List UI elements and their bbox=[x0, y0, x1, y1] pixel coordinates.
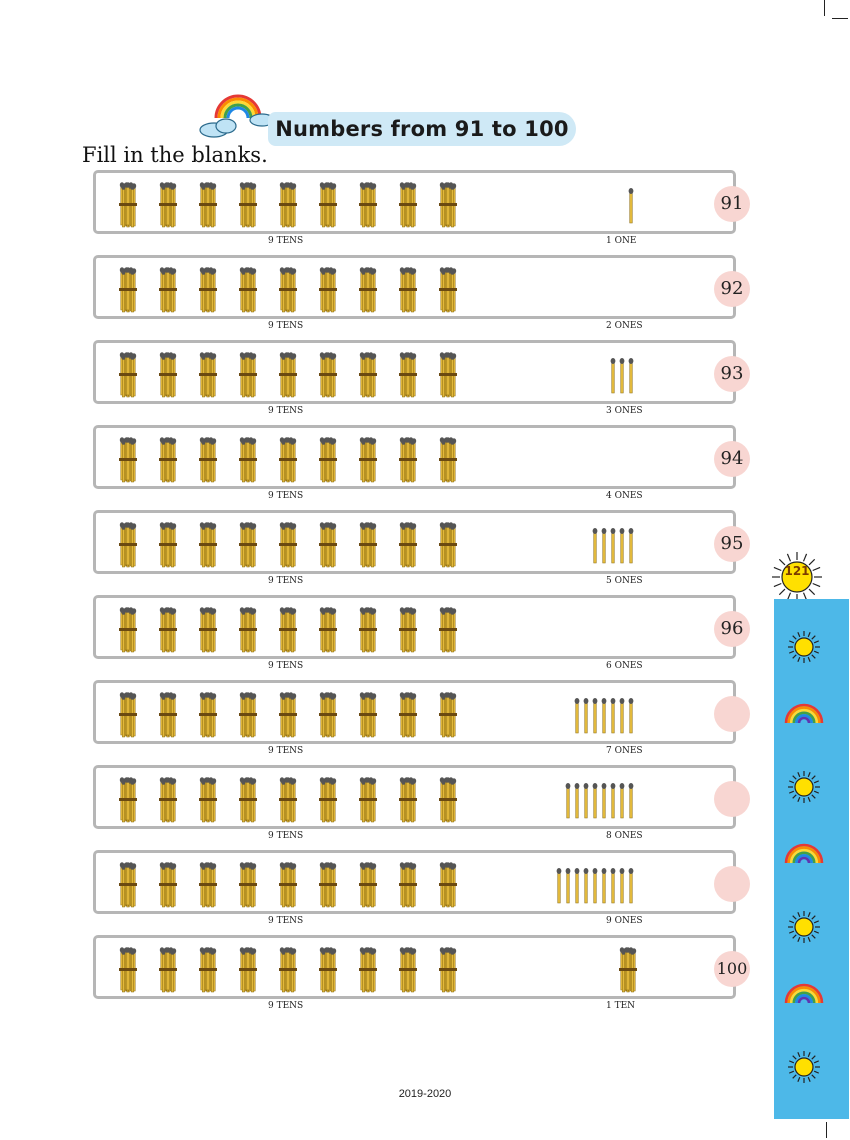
answer-badge[interactable] bbox=[714, 866, 750, 902]
exercise-row bbox=[93, 595, 744, 671]
ones-sticks bbox=[555, 867, 642, 907]
one-ten-bundle bbox=[614, 944, 644, 996]
page-title: Numbers from 91 to 100 bbox=[275, 117, 569, 141]
rainbow-cloud-icon bbox=[198, 88, 278, 140]
crop-mark bbox=[832, 18, 848, 19]
tens-bundles bbox=[116, 859, 476, 911]
ones-sticks bbox=[627, 187, 642, 227]
sun-icon bbox=[782, 627, 826, 667]
answer-badge: 100 bbox=[714, 951, 750, 987]
exercise-row bbox=[93, 765, 736, 841]
tens-label: 9 TENS bbox=[268, 236, 304, 246]
tens-label: 9 TENS bbox=[268, 661, 304, 671]
tens-label: 9 TENS bbox=[268, 916, 304, 926]
tens-label: 9 TENS bbox=[268, 746, 304, 756]
rainbow-icon bbox=[782, 977, 826, 1017]
tens-label: 9 TENS bbox=[268, 831, 304, 841]
ones-sticks bbox=[609, 357, 642, 397]
exercise-row bbox=[93, 170, 744, 246]
crop-mark bbox=[826, 1122, 827, 1138]
ones-label: 8 ONES bbox=[606, 831, 643, 841]
answer-badge[interactable] bbox=[714, 781, 750, 817]
answer-badge: 94 bbox=[714, 441, 750, 477]
crop-mark bbox=[824, 0, 825, 16]
tens-bundles bbox=[116, 264, 476, 316]
exercise-row bbox=[93, 850, 736, 926]
ones-sticks bbox=[564, 782, 642, 822]
rainbow-icon bbox=[782, 837, 826, 877]
side-decoration-strip bbox=[774, 599, 849, 1119]
ones-label: 6 ONES bbox=[606, 661, 643, 671]
tens-label: 9 TENS bbox=[268, 321, 304, 331]
sun-icon bbox=[782, 1047, 826, 1087]
tens-bundles bbox=[116, 689, 476, 741]
instruction-text: Fill in the blanks. bbox=[82, 143, 268, 167]
tens-bundles bbox=[116, 774, 476, 826]
sun-icon bbox=[782, 767, 826, 807]
tens-bundles bbox=[116, 944, 476, 996]
answer-badge: 93 bbox=[714, 356, 750, 392]
exercise-row bbox=[93, 340, 744, 416]
footer-year: 2019-2020 bbox=[398, 1088, 452, 1100]
ones-sticks bbox=[573, 697, 642, 737]
tens-label: 9 TENS bbox=[268, 576, 304, 586]
rainbow-icon bbox=[782, 697, 826, 737]
exercise-row bbox=[93, 935, 748, 1011]
tens-label: 9 TENS bbox=[268, 1001, 304, 1011]
tens-bundles bbox=[116, 434, 476, 486]
ones-label: 1 ONE bbox=[606, 236, 637, 246]
tens-bundles bbox=[116, 349, 476, 401]
exercise-row bbox=[93, 680, 736, 756]
answer-badge: 96 bbox=[714, 611, 750, 647]
ones-label: 4 ONES bbox=[606, 491, 643, 501]
answer-badge[interactable] bbox=[714, 696, 750, 732]
tens-label: 9 TENS bbox=[268, 491, 304, 501]
ones-sticks bbox=[591, 527, 642, 567]
exercise-row bbox=[93, 425, 744, 501]
ones-label: 9 ONES bbox=[606, 916, 643, 926]
exercise-row bbox=[93, 510, 744, 586]
answer-badge: 92 bbox=[714, 271, 750, 307]
tens-bundles bbox=[116, 179, 476, 231]
title-banner bbox=[268, 112, 576, 146]
answer-badge: 95 bbox=[714, 526, 750, 562]
ones-label: 2 ONES bbox=[606, 321, 643, 331]
ones-label: 7 ONES bbox=[606, 746, 643, 756]
exercise-row bbox=[93, 255, 744, 331]
tens-bundles bbox=[116, 519, 476, 571]
ones-label: 1 TEN bbox=[606, 1001, 636, 1011]
ones-label: 3 ONES bbox=[606, 406, 643, 416]
tens-label: 9 TENS bbox=[268, 406, 304, 416]
page-number: 121 bbox=[784, 564, 810, 578]
answer-badge: 91 bbox=[714, 186, 750, 222]
tens-bundles bbox=[116, 604, 476, 656]
ones-label: 5 ONES bbox=[606, 576, 643, 586]
sun-icon bbox=[782, 907, 826, 947]
